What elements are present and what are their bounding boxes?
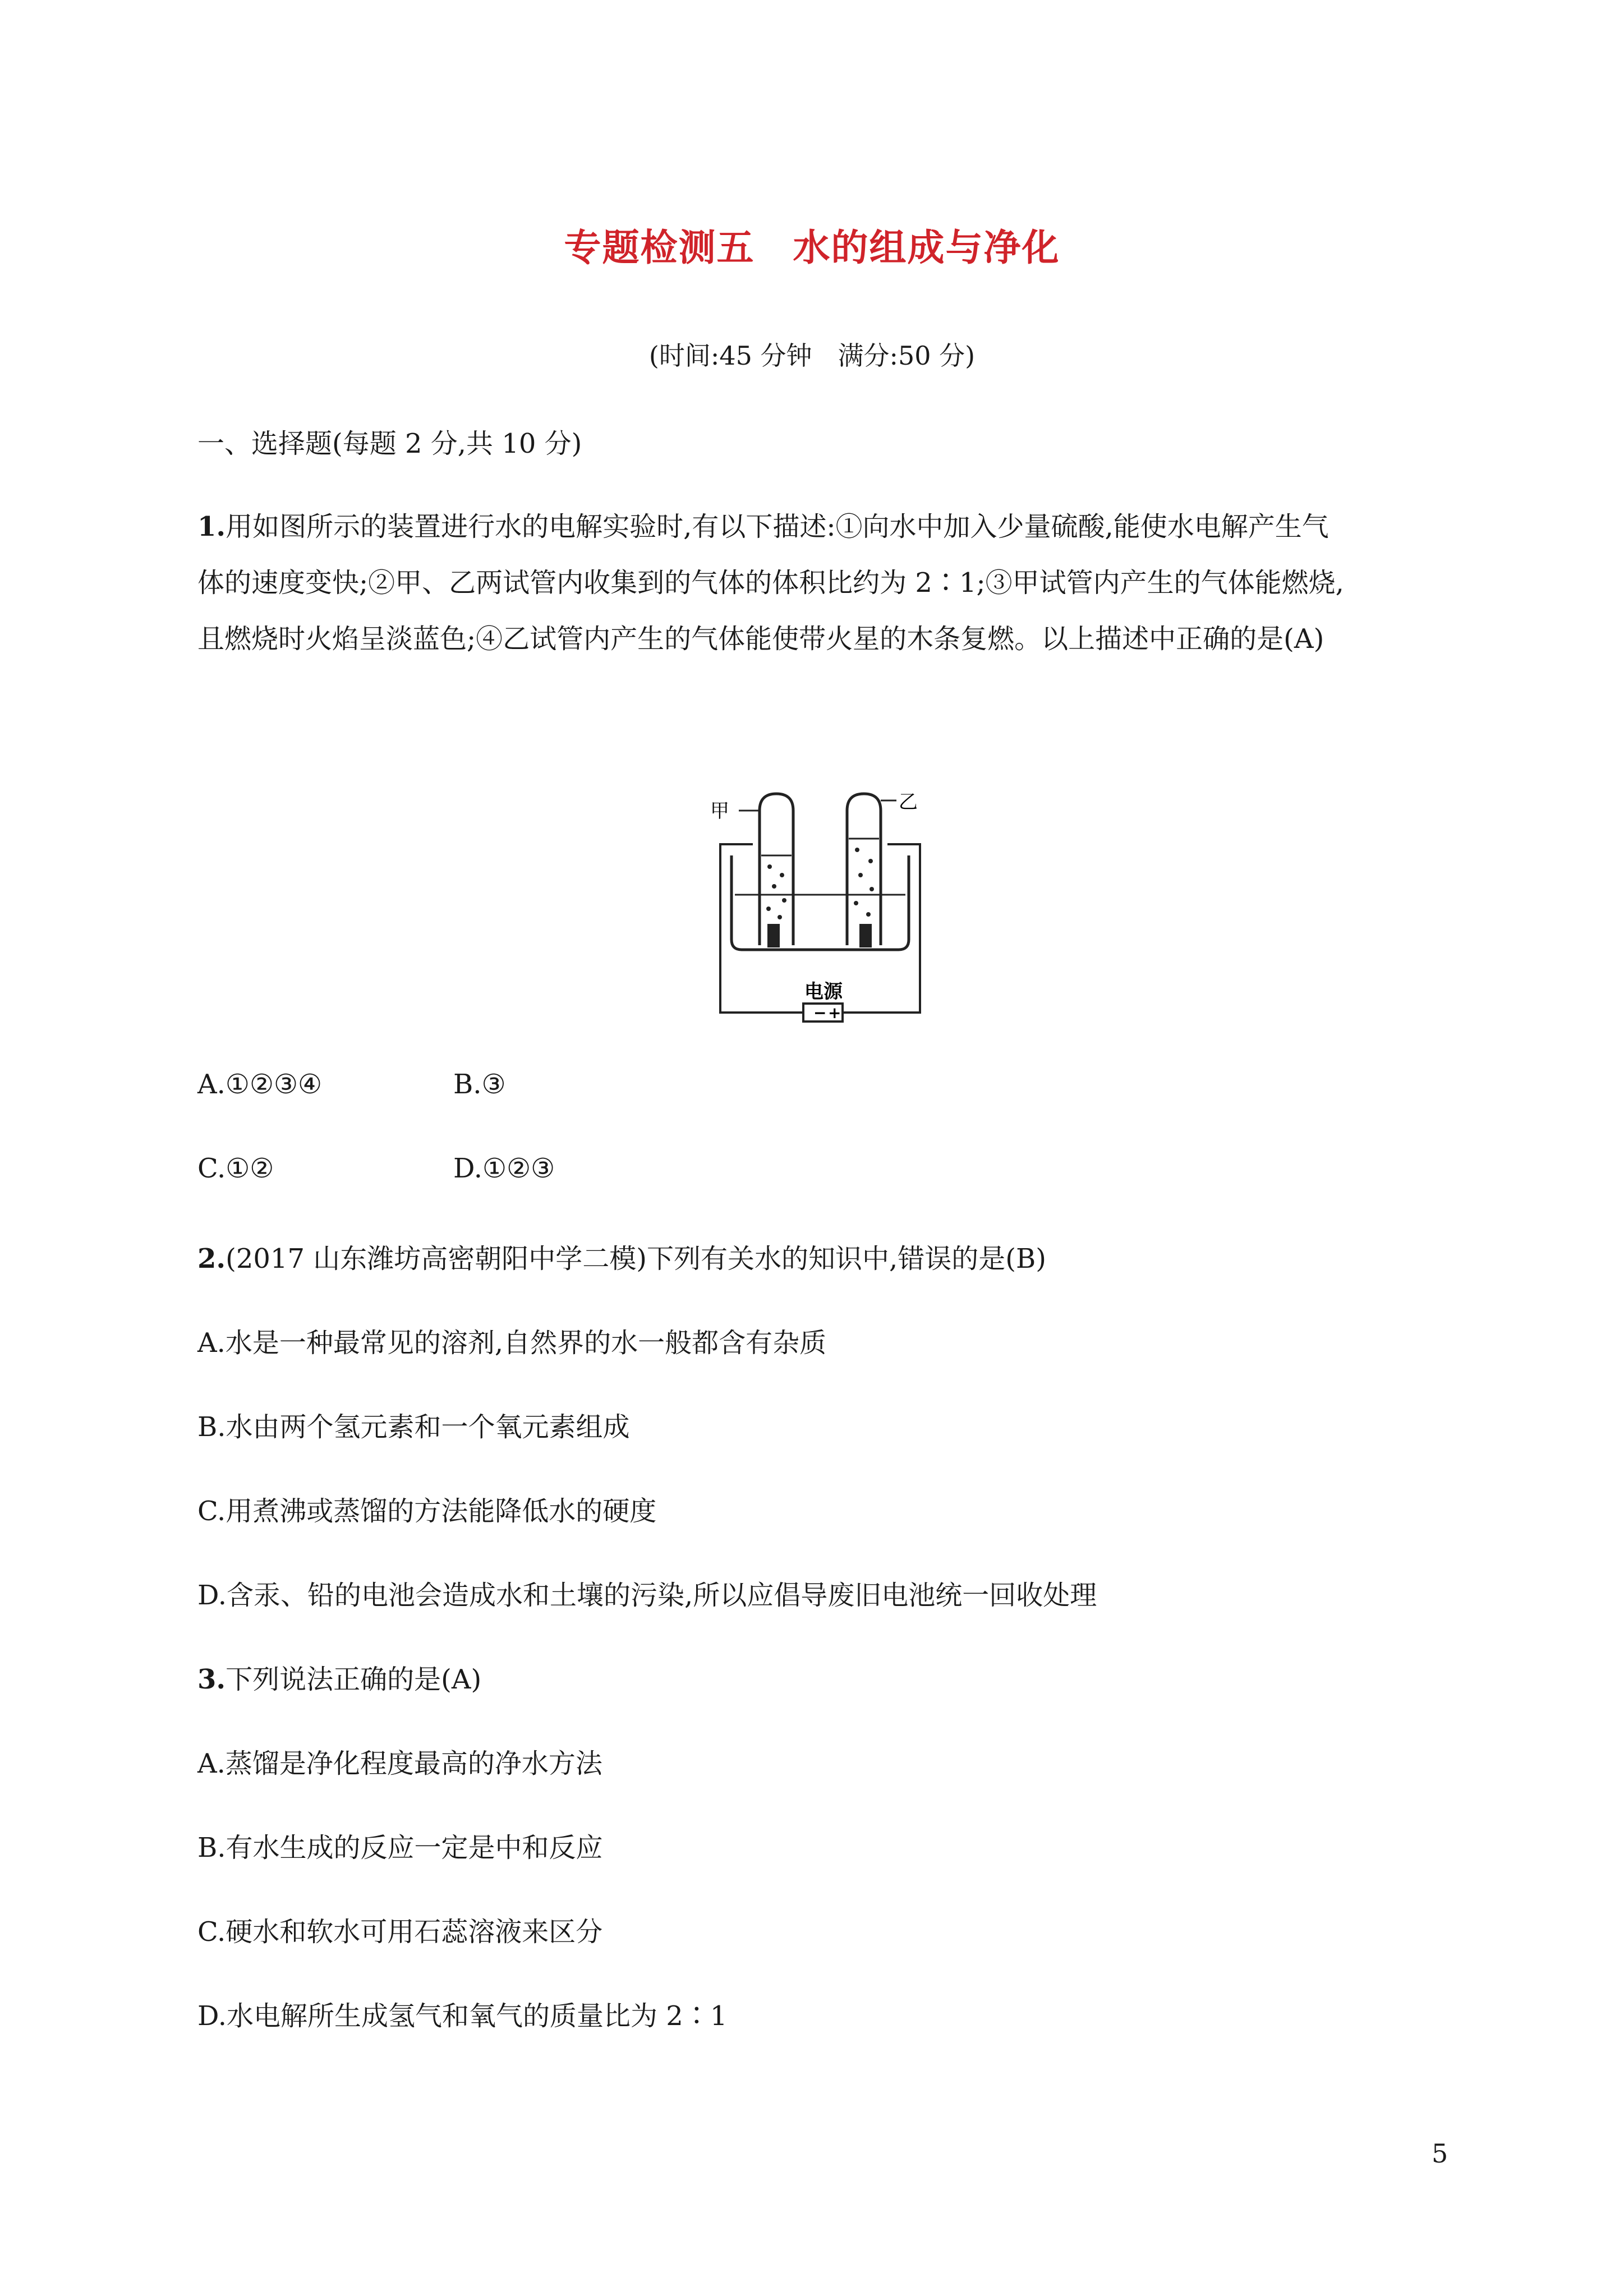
- q1-option-c: C.①②: [197, 1153, 274, 1184]
- question-1-line-3: 且燃烧时火焰呈淡蓝色;④乙试管内产生的气体能使带火星的木条复燃。以上描述中正确的是(A): [197, 623, 1324, 655]
- question-number: 2.: [197, 1243, 226, 1274]
- electrolysis-diagram: [708, 777, 932, 1024]
- q1-option-b: B.③: [453, 1069, 506, 1100]
- q1-option-a: A.①②③④: [197, 1069, 323, 1100]
- question-text: (2017 山东潍坊高密朝阳中学二模)下列有关水的知识中,错误的是(B): [226, 1243, 1046, 1274]
- left-test-tube: [760, 794, 793, 945]
- q1-option-d: D.①②③: [453, 1153, 555, 1184]
- section-heading: 一、选择题(每题 2 分,共 10 分): [197, 428, 582, 459]
- minus-terminal: −: [813, 1004, 827, 1022]
- q3-option-b: B.有水生成的反应一定是中和反应: [197, 1832, 603, 1864]
- right-tube-label: 乙: [899, 791, 918, 813]
- left-electrode: [767, 924, 780, 947]
- question-number: 1.: [197, 511, 226, 542]
- page-number: 5: [1432, 2138, 1448, 2169]
- question-1-line-2: 体的速度变快;②甲、乙两试管内收集到的气体的体积比约为 2∶1;③甲试管内产生的气体能燃烧,: [197, 567, 1344, 599]
- q2-option-a: A.水是一种最常见的溶剂,自然界的水一般都含有杂质: [197, 1327, 827, 1359]
- right-electrode: [859, 924, 872, 947]
- right-test-tube: [847, 794, 881, 945]
- q3-option-a: A.蒸馏是净化程度最高的净水方法: [197, 1748, 602, 1779]
- question-number: 3.: [197, 1664, 226, 1695]
- exam-info: (时间:45 分钟 满分:50 分): [648, 341, 976, 371]
- question-1-line-1: [197, 505, 1329, 544]
- plus-terminal: +: [828, 1004, 841, 1022]
- left-tube-label: 甲: [710, 800, 729, 822]
- water-trough: [732, 855, 909, 950]
- q3-option-c: C.硬水和软水可用石蕊溶液来区分: [197, 1916, 603, 1948]
- bubbles: [766, 848, 874, 919]
- q2-option-b: B.水由两个氢元素和一个氧元素组成: [197, 1411, 630, 1443]
- power-source-label: 电源: [804, 981, 843, 1003]
- question-text: 用如图所示的装置进行水的电解实验时,有以下描述:①向水中加入少量硫酸,能使水电解产生气: [226, 511, 1329, 542]
- q2-option-d: D.含汞、铅的电池会造成水和土壤的污染,所以应倡导废旧电池统一回收处理: [197, 1580, 1097, 1611]
- page-title: 专题检测五 水的组成与净化: [564, 226, 1060, 269]
- electrolysis-apparatus-figure: [708, 777, 932, 1024]
- q3-option-d: D.水电解所生成氢气和氧气的质量比为 2∶1: [197, 2000, 728, 2032]
- question-text: 下列说法正确的是(A): [226, 1664, 482, 1695]
- left-wire: [720, 844, 809, 1013]
- question-3-stem: [197, 1658, 481, 1696]
- question-2-stem: [197, 1237, 1046, 1276]
- q2-option-c: C.用煮沸或蒸馏的方法能降低水的硬度: [197, 1496, 657, 1527]
